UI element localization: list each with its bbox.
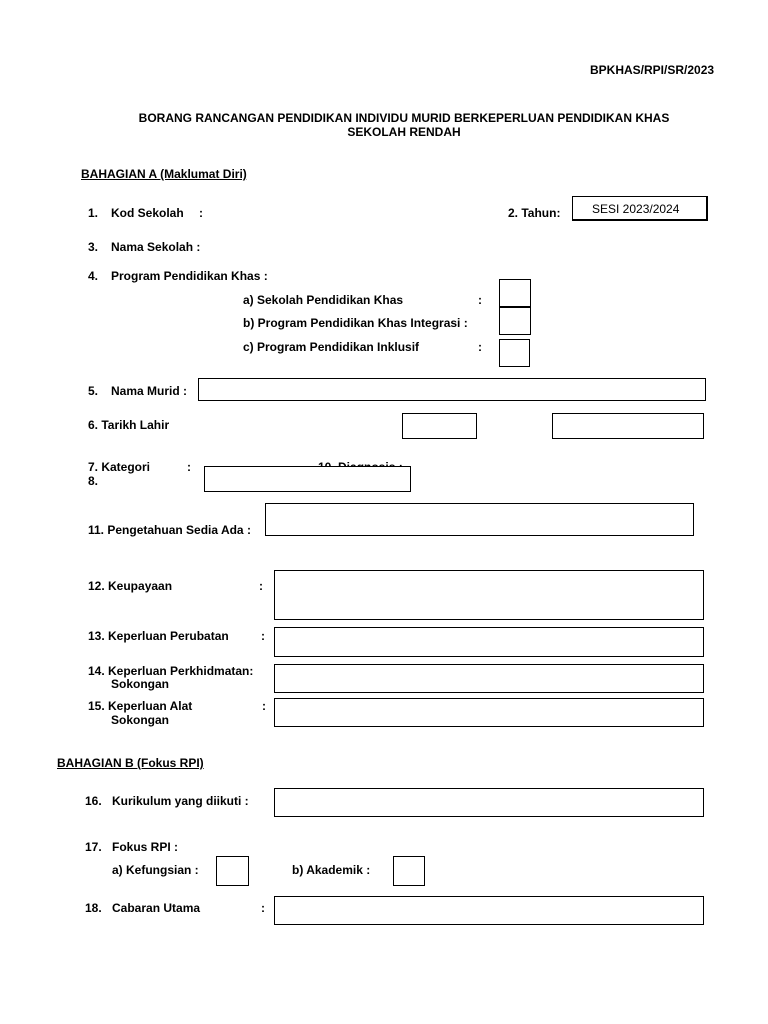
cabaran-number: 18.	[85, 901, 102, 915]
tahun-field[interactable]	[572, 196, 708, 221]
kategori-label: 7. Kategori	[88, 460, 151, 474]
kategori-field[interactable]	[204, 466, 411, 492]
section-a-heading: BAHAGIAN A (Maklumat Diri)	[81, 167, 247, 181]
keupayaan-colon: :	[259, 579, 263, 593]
cabaran-colon: :	[261, 901, 265, 915]
nama-murid-label: Nama Murid :	[111, 384, 188, 398]
kefungsian-checkbox[interactable]	[216, 856, 249, 886]
form-subtitle: SEKOLAH RENDAH	[347, 125, 461, 139]
tarikh-lahir-label: 6. Tarikh Lahir	[88, 418, 170, 432]
nama-sekolah-number: 3.	[88, 240, 99, 254]
program-option-b-checkbox[interactable]	[499, 307, 531, 335]
perkhidmatan-label-line2: Sokongan	[111, 677, 170, 691]
kod-sekolah-colon: :	[199, 206, 203, 220]
program-label: Program Pendidikan Khas :	[111, 269, 268, 283]
section-b-heading: BAHAGIAN B (Fokus RPI)	[57, 756, 204, 770]
cabaran-label: Cabaran Utama	[112, 901, 201, 915]
kurikulum-label: Kurikulum yang diikuti :	[112, 794, 249, 808]
program-option-a-colon: :	[478, 293, 482, 307]
form-reference-code: BPKHAS/RPI/SR/2023	[590, 63, 715, 77]
kod-sekolah-label: Kod Sekolah	[111, 206, 184, 220]
tarikh-lahir-field[interactable]	[402, 413, 477, 439]
program-number: 4.	[88, 269, 99, 283]
program-option-a-checkbox[interactable]	[499, 279, 531, 307]
cabaran-field[interactable]	[274, 896, 704, 925]
perkhidmatan-label: 14. Keperluan Perkhidmatan:	[88, 664, 254, 678]
tahun-label: 2. Tahun:	[508, 206, 561, 220]
pengetahuan-label: 11. Pengetahuan Sedia Ada :	[88, 523, 251, 537]
kurikulum-field[interactable]	[274, 788, 704, 817]
akademik-checkbox[interactable]	[393, 856, 425, 886]
alat-label: 15. Keperluan Alat	[88, 699, 193, 713]
perkhidmatan-field[interactable]	[274, 664, 704, 693]
perubatan-label: 13. Keperluan Perubatan	[88, 629, 229, 643]
kefungsian-label: a) Kefungsian :	[112, 863, 199, 877]
program-option-c-checkbox[interactable]	[499, 339, 530, 367]
form-title: BORANG RANCANGAN PENDIDIKAN INDIVIDU MURID BERKEPERLUAN PENDIDIKAN KHAS	[138, 111, 670, 125]
nama-murid-field[interactable]	[198, 378, 706, 401]
keupayaan-label: 12. Keupayaan	[88, 579, 173, 593]
item-8-label: 8.	[88, 474, 99, 488]
keupayaan-field[interactable]	[274, 570, 704, 620]
program-option-c-colon: :	[478, 340, 482, 354]
perubatan-colon: :	[261, 629, 265, 643]
fokus-label: Fokus RPI :	[112, 840, 179, 854]
alat-field[interactable]	[274, 698, 704, 727]
kurikulum-number: 16.	[85, 794, 102, 808]
kategori-colon: :	[187, 460, 191, 474]
nama-murid-number: 5.	[88, 384, 99, 398]
pengetahuan-field[interactable]	[265, 503, 694, 536]
kod-sekolah-number: 1.	[88, 206, 99, 220]
tahun-value: SESI 2023/2024	[592, 202, 680, 216]
akademik-label: b) Akademik :	[292, 863, 371, 877]
program-option-c-label: c) Program Pendidikan Inklusif	[243, 340, 420, 354]
nama-sekolah-label: Nama Sekolah :	[111, 240, 201, 254]
fokus-number: 17.	[85, 840, 102, 854]
program-option-b-label: b) Program Pendidikan Khas Integrasi :	[243, 316, 468, 330]
program-option-a-label: a) Sekolah Pendidikan Khas	[243, 293, 404, 307]
perubatan-field[interactable]	[274, 627, 704, 657]
tarikh-lahir-secondary-field[interactable]	[552, 413, 704, 439]
alat-label-line2: Sokongan	[111, 713, 170, 727]
alat-colon: :	[262, 699, 266, 713]
